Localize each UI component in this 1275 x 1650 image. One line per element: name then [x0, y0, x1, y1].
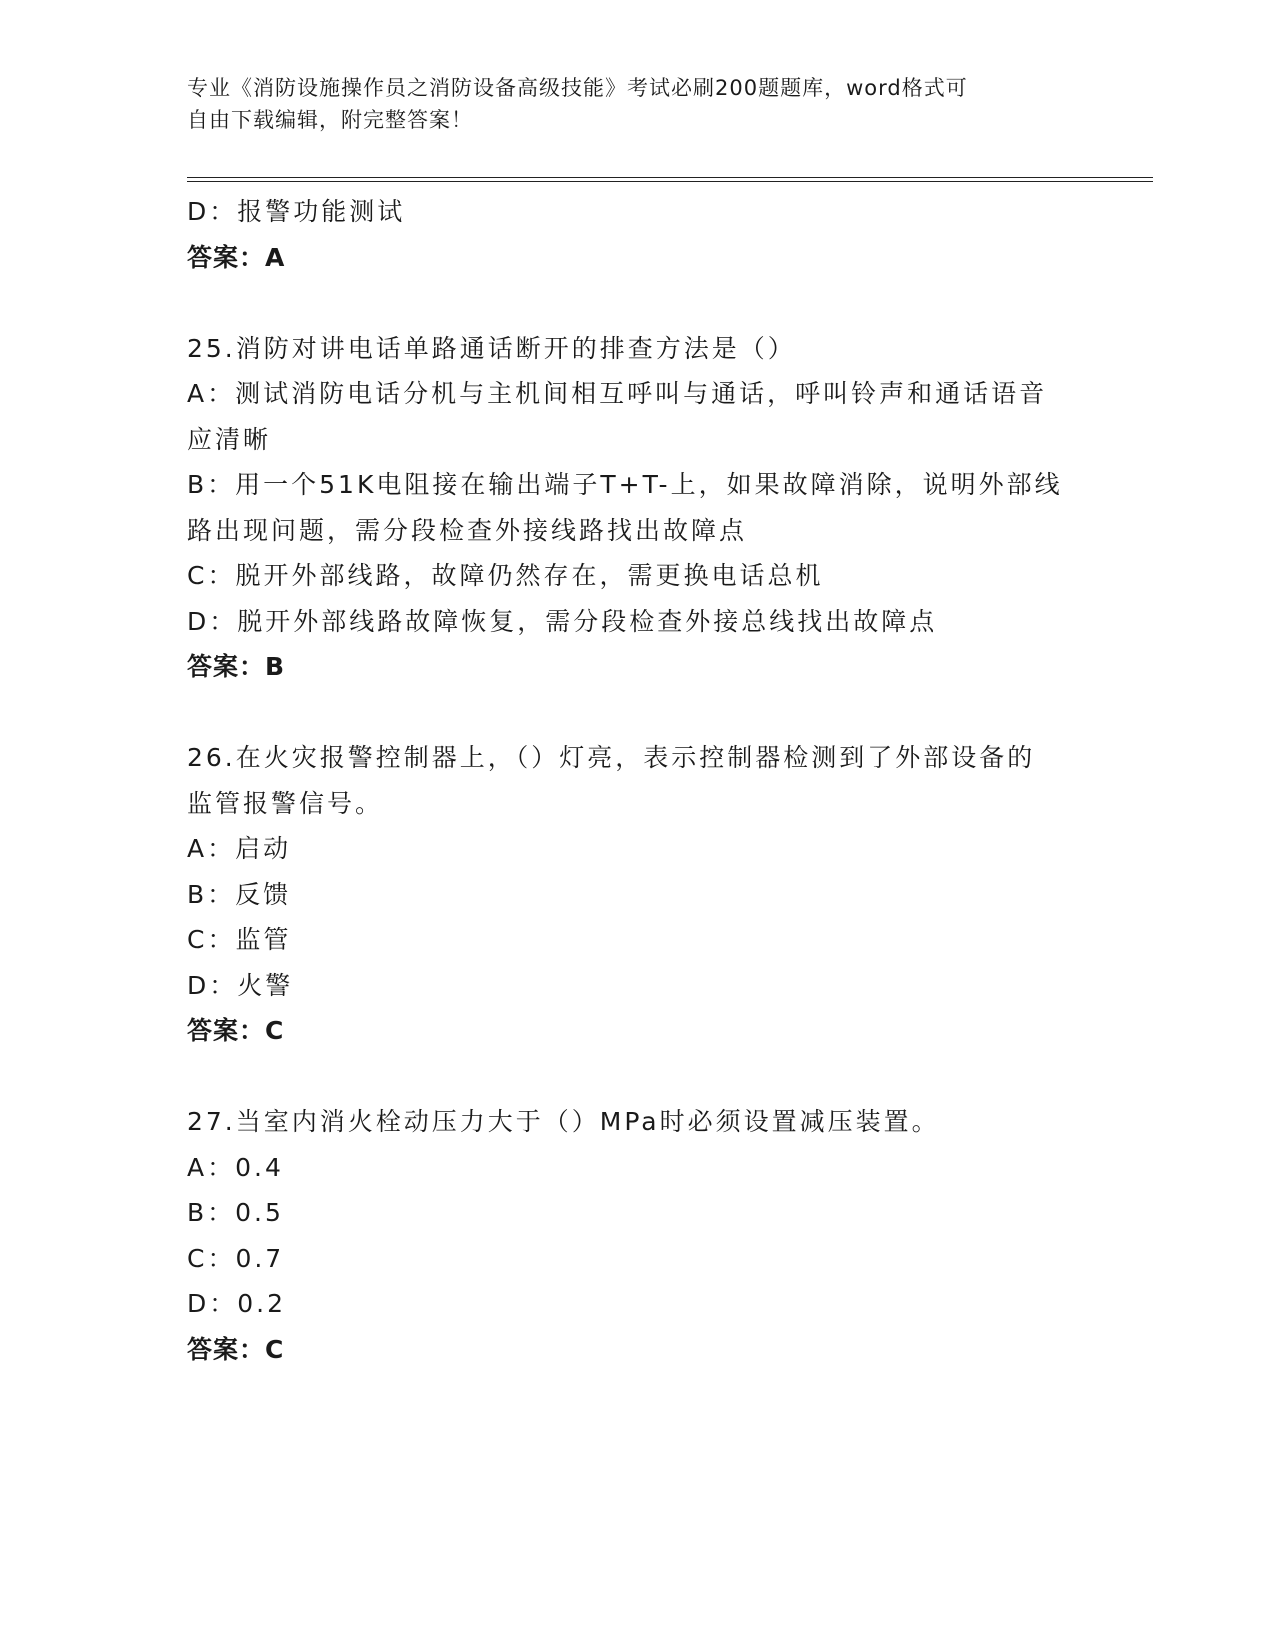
header-line-2: 自由下载编辑，附完整答案！ — [187, 108, 473, 132]
question-line: 26.在火灾报警控制器上，（）灯亮，表示控制器检测到了外部设备的 — [187, 743, 1036, 772]
header-rule-bottom — [187, 181, 1153, 182]
question-line: 27.当室内消火栓动压力大于（）MPa时必须设置减压装置。 — [187, 1107, 940, 1136]
option-line: A：启动 — [187, 834, 292, 863]
option-line: 应清晰 — [187, 424, 272, 454]
option-line: B：0.5 — [187, 1198, 284, 1227]
answer-line: 答案：C — [187, 1016, 285, 1045]
option-line: A：0.4 — [187, 1152, 284, 1182]
option-line: C：监管 — [187, 925, 292, 954]
option-line: D：脱开外部线路故障恢复，需分段检查外接总线找出故障点 — [187, 606, 938, 636]
question-list — [187, 189, 1087, 1372]
option-line: 路出现问题，需分段检查外接线路找出故障点 — [187, 515, 748, 545]
option-line: C：脱开外部线路，故障仍然存在，需更换电话总机 — [187, 561, 824, 590]
option-line: D：0.2 — [187, 1289, 287, 1318]
answer-line: 答案：A — [187, 242, 286, 272]
question-line: 25.消防对讲电话单路通话断开的排查方法是（） — [187, 333, 796, 363]
option-line: D：报警功能测试 — [187, 197, 406, 226]
document-header — [187, 72, 1087, 136]
spacer — [187, 1054, 1087, 1100]
option-line: A：测试消防电话分机与主机间相互呼叫与通话，呼叫铃声和通话语音 — [187, 379, 1048, 408]
option-line: B：用一个51K电阻接在输出端子T+T-上，如果故障消除，说明外部线 — [187, 470, 1063, 499]
option-line: B：反馈 — [187, 879, 292, 909]
option-line: D：火警 — [187, 970, 294, 1000]
spacer — [187, 690, 1087, 736]
option-line: C：0.7 — [187, 1243, 285, 1273]
header-rule-top — [187, 177, 1153, 178]
header-line-1: 专业《消防设施操作员之消防设备高级技能》考试必刷200题题库，word格式可 — [187, 76, 968, 100]
answer-line: 答案：C — [187, 1334, 285, 1364]
spacer — [187, 280, 1087, 326]
answer-line: 答案：B — [187, 652, 286, 681]
question-line: 监管报警信号。 — [187, 788, 384, 818]
